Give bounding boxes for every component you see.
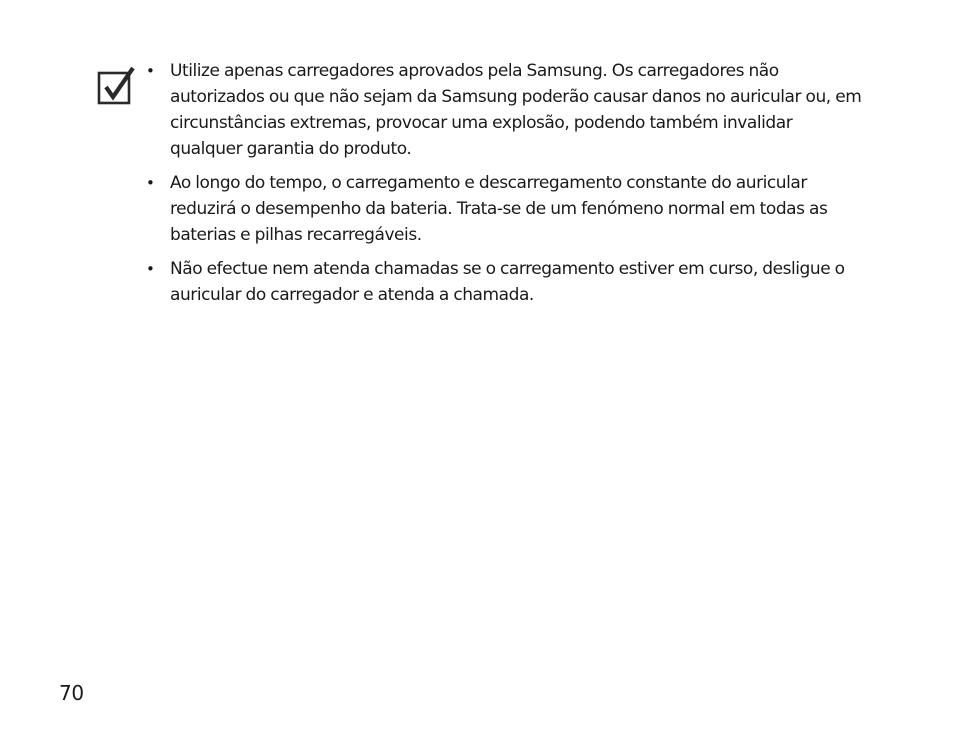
- checkbox-note-icon: [97, 66, 137, 106]
- bullet-icon: •: [146, 174, 155, 192]
- list-item: [146, 256, 866, 308]
- note-text: Não efectue nem atenda chamadas se o carregamento estiver em curso, desligue o auricular do carregador e atenda a chamada.: [170, 259, 845, 305]
- bullet-icon: •: [146, 62, 155, 80]
- note-text: Ao longo do tempo, o carregamento e descarregamento constante do auricular reduzirá o desempenho da bateria. Trata-se de um fenómeno normal em todas as baterias e pilhas recarregáveis.: [170, 173, 828, 245]
- list-item: [146, 58, 866, 162]
- bullet-icon: •: [146, 260, 155, 278]
- page-number: 70: [59, 681, 84, 705]
- list-item: [146, 170, 866, 248]
- note-list: [146, 58, 866, 308]
- note-text: Utilize apenas carregadores aprovados pela Samsung. Os carregadores não autorizados ou que não sejam da Samsung poderão causar danos no auricular ou, em circunstâncias extremas, provocar uma explosão, podendo também invalidar qualquer garantia do produto.: [170, 61, 862, 159]
